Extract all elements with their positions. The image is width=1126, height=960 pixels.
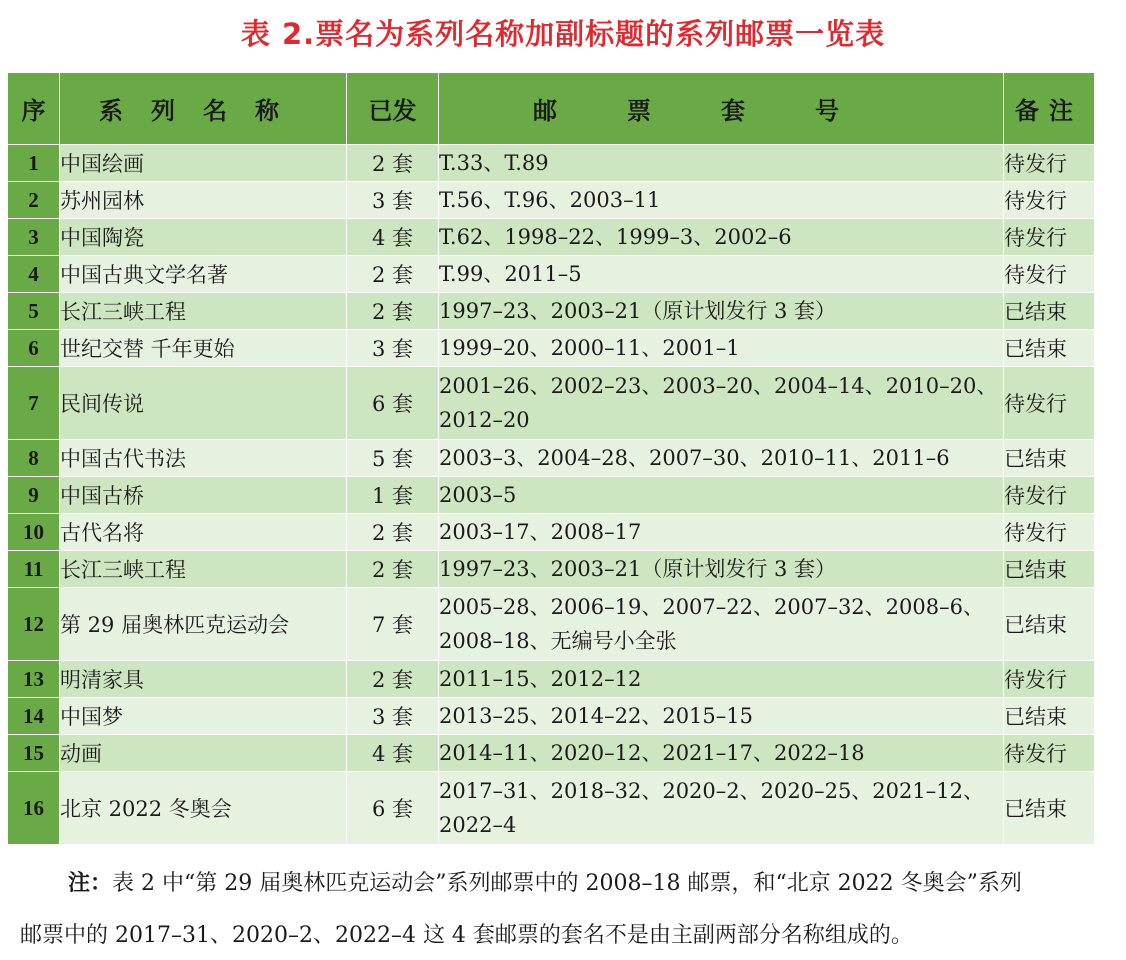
header-stamp-numbers: 邮票套号 (439, 73, 1004, 145)
table-row (8, 735, 1095, 772)
stamp-numbers: 2017–31、2018–32、2020–2、2020–25、2021–12、2022–4 (439, 772, 1004, 845)
series-name: 中国陶瓷 (60, 219, 347, 256)
series-name: 北京 2022 冬奥会 (60, 772, 347, 845)
row-index: 2 (8, 182, 60, 219)
header-remarks: 备注 (1004, 73, 1095, 145)
remark: 待发行 (1004, 514, 1095, 551)
footnote-line-2: 邮票中的 2017–31、2020–2、2022–4 这 4 套邮票的套名不是由主副两部分名称组成的。 (20, 923, 913, 948)
table-row (8, 256, 1095, 293)
issued-count: 4 套 (347, 219, 439, 256)
table-title: 表 2.票名为系列名称加副标题的系列邮票一览表 (240, 17, 886, 51)
issued-count: 4 套 (347, 735, 439, 772)
issued-count: 2 套 (347, 661, 439, 698)
issued-count: 5 套 (347, 440, 439, 477)
row-index: 1 (8, 145, 60, 182)
header-issued-count: 已发 (347, 73, 439, 145)
stamp-numbers: 2003–3、2004–28、2007–30、2010–11、2011–6 (439, 440, 1004, 477)
series-name: 动画 (60, 735, 347, 772)
series-name: 中国梦 (60, 698, 347, 735)
stamp-numbers: 2005–28、2006–19、2007–22、2007–32、2008–6、2008–18、无编号小全张 (439, 588, 1004, 661)
table-row (8, 145, 1095, 182)
footnote-lead: 注： (68, 870, 113, 896)
issued-count: 7 套 (347, 588, 439, 661)
stamp-numbers: 1997–23、2003–21（原计划发行 3 套） (439, 293, 1004, 330)
stamp-numbers: 1997–23、2003–21（原计划发行 3 套） (439, 551, 1004, 588)
row-index: 6 (8, 330, 60, 367)
issued-count: 6 套 (347, 772, 439, 845)
header-index: 序 (8, 73, 60, 145)
remark: 待发行 (1004, 256, 1095, 293)
series-name: 中国古桥 (60, 477, 347, 514)
stamp-numbers: 2001–26、2002–23、2003–20、2004–14、2010–20、2012–20 (439, 367, 1004, 440)
stamp-numbers: T.56、T.96、2003–11 (439, 182, 1004, 219)
row-index: 8 (8, 440, 60, 477)
remark: 已结束 (1004, 588, 1095, 661)
table-row (8, 330, 1095, 367)
stamp-numbers: 2003–17、2008–17 (439, 514, 1004, 551)
series-name: 民间传说 (60, 367, 347, 440)
remark: 待发行 (1004, 367, 1095, 440)
issued-count: 1 套 (347, 477, 439, 514)
issued-count: 2 套 (347, 551, 439, 588)
row-index: 3 (8, 219, 60, 256)
table-row (8, 661, 1095, 698)
issued-count: 3 套 (347, 182, 439, 219)
stamp-numbers: 2014–11、2020–12、2021–17、2022–18 (439, 735, 1004, 772)
table-row (8, 219, 1095, 256)
remark: 已结束 (1004, 330, 1095, 367)
remark: 待发行 (1004, 477, 1095, 514)
row-index: 9 (8, 477, 60, 514)
series-name: 中国古典文学名著 (60, 256, 347, 293)
table-row (8, 182, 1095, 219)
remark: 待发行 (1004, 182, 1095, 219)
series-name: 古代名将 (60, 514, 347, 551)
stamp-numbers: T.62、1998–22、1999–3、2002–6 (439, 219, 1004, 256)
stamp-numbers: T.99、2011–5 (439, 256, 1004, 293)
table-row (8, 440, 1095, 477)
series-name: 长江三峡工程 (60, 293, 347, 330)
stamp-numbers: 1999–20、2000–11、2001–1 (439, 330, 1004, 367)
remark: 待发行 (1004, 145, 1095, 182)
issued-count: 6 套 (347, 367, 439, 440)
table-row (8, 477, 1095, 514)
series-name: 苏州园林 (60, 182, 347, 219)
series-name: 明清家具 (60, 661, 347, 698)
stamp-numbers: T.33、T.89 (439, 145, 1004, 182)
header-series-name: 系列名称 (60, 73, 347, 145)
series-name: 中国古代书法 (60, 440, 347, 477)
stamp-numbers: 2013–25、2014–22、2015–15 (439, 698, 1004, 735)
remark: 已结束 (1004, 551, 1095, 588)
row-index: 4 (8, 256, 60, 293)
table-row (8, 698, 1095, 735)
series-name: 长江三峡工程 (60, 551, 347, 588)
row-index: 7 (8, 367, 60, 440)
table-row (8, 514, 1095, 551)
footnote-text-1: 表 2 中“第 29 届奥林匹克运动会”系列邮票中的 2008–18 邮票，和“北京 2022 冬奥会”系列 (112, 871, 1022, 896)
remark: 已结束 (1004, 440, 1095, 477)
row-index: 10 (8, 514, 60, 551)
row-index: 11 (8, 551, 60, 588)
remark: 待发行 (1004, 735, 1095, 772)
issued-count: 2 套 (347, 293, 439, 330)
row-index: 12 (8, 588, 60, 661)
remark: 已结束 (1004, 293, 1095, 330)
table-row (8, 367, 1095, 440)
row-index: 16 (8, 772, 60, 845)
issued-count: 2 套 (347, 514, 439, 551)
stamp-series-table (7, 72, 1095, 845)
stamp-numbers: 2011–15、2012–12 (439, 661, 1004, 698)
footnote-line-1 (20, 866, 1110, 897)
row-index: 15 (8, 735, 60, 772)
remark: 待发行 (1004, 219, 1095, 256)
row-index: 14 (8, 698, 60, 735)
remark: 已结束 (1004, 772, 1095, 845)
row-index: 13 (8, 661, 60, 698)
issued-count: 3 套 (347, 698, 439, 735)
remark: 已结束 (1004, 698, 1095, 735)
table-row (8, 772, 1095, 845)
stamp-numbers: 2003–5 (439, 477, 1004, 514)
remark: 待发行 (1004, 661, 1095, 698)
table-row (8, 293, 1095, 330)
issued-count: 3 套 (347, 330, 439, 367)
table-header-row (8, 73, 1095, 145)
table-row (8, 551, 1095, 588)
series-name: 中国绘画 (60, 145, 347, 182)
table-row (8, 588, 1095, 661)
series-name: 世纪交替 千年更始 (60, 330, 347, 367)
issued-count: 2 套 (347, 145, 439, 182)
series-name: 第 29 届奥林匹克运动会 (60, 588, 347, 661)
issued-count: 2 套 (347, 256, 439, 293)
row-index: 5 (8, 293, 60, 330)
